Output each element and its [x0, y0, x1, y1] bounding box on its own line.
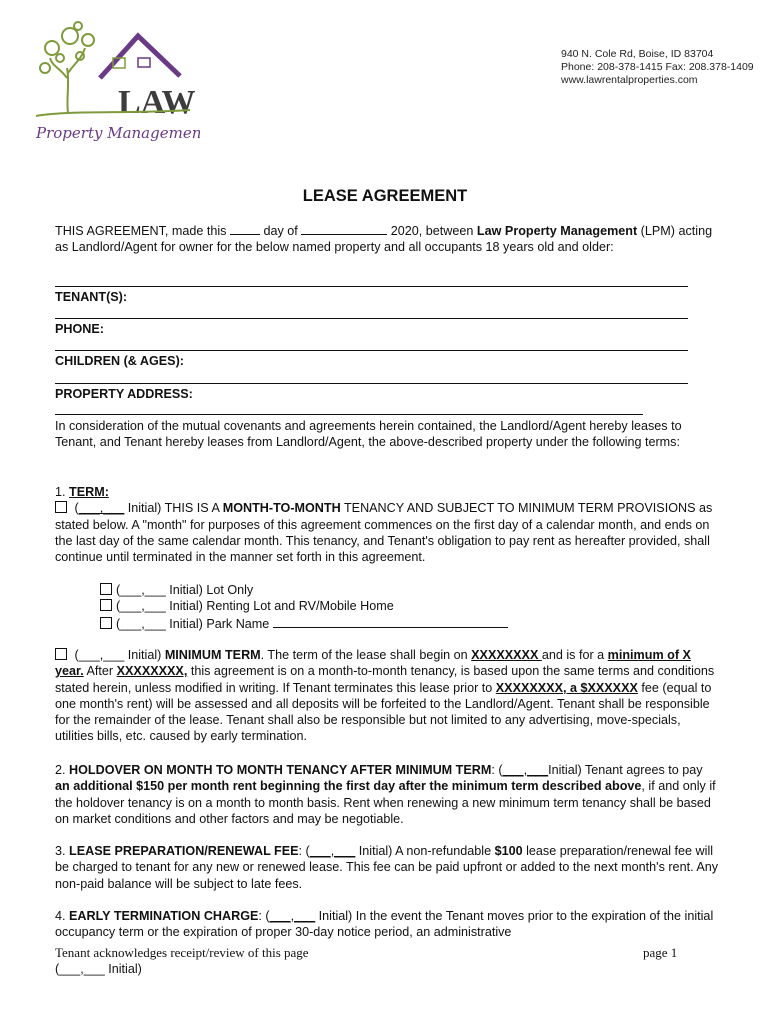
tenants-line [55, 286, 688, 287]
option-park-name[interactable]: (___,___ Initial) Park Name [100, 615, 508, 632]
phone-label: PHONE: [55, 322, 104, 336]
day-blank[interactable] [230, 222, 260, 235]
phone-line [55, 318, 688, 319]
company-address: 940 N. Cole Rd, Boise, ID 83704 [561, 48, 714, 60]
document-title: LEASE AGREEMENT [302, 187, 468, 205]
company-contact [561, 48, 754, 87]
footer-acknowledgement: Tenant acknowledges receipt/review of this page [55, 945, 309, 960]
logo-law-text: LAW [118, 84, 196, 121]
early-termination-paragraph: 4. EARLY TERMINATION CHARGE: (___,___ Initial) In the event the Tenant moves prior to the expiration of the initial occupancy term or the expiration of proper 30-day notice period, an administrative [55, 909, 714, 940]
lot-rv-checkbox[interactable] [100, 599, 112, 611]
prep-fee-paragraph: 3. LEASE PREPARATION/RENEWAL FEE: (___,___ Initial) A non-refundable $100 lease preparation/renewal fee will be charged to tenant for any new or renewed lease. This fee can be paid upfront or added to the next month's rent. Any non-paid balance will be subject to late fees. [55, 844, 719, 891]
children-line [55, 350, 688, 351]
option-lot-only[interactable]: (___,___ Initial) Lot Only [100, 582, 508, 598]
minimum-term-paragraph: (___,___ Initial) MINIMUM TERM. The term of the lease shall begin on XXXXXXXX and is for a minimum of X year. After XXXXXXXX, this agreement is on a month-to-month tenancy, is based upon the same terms and conditions stated herein, unless modified in writing. If Tenant terminates this lease prior to XXXXXXXX, a $XXXXXX fee (equal to one month's rent) will be assessed and all deposits will be forfeited to the Landlord/Agent. Tenant shall be responsible for the remainder of the lease. Tenant shall also be responsible but not limited to any advertising, move-specials, utilities bills, etc. caused by early termination. [55, 648, 715, 744]
logo-pm-text: Property Management [36, 124, 200, 142]
option-lot-rv[interactable]: (___,___ Initial) Renting Lot and RV/Mobile Home [100, 598, 508, 614]
term-checkbox[interactable] [55, 501, 67, 513]
property-underline [55, 414, 643, 415]
footer-initial[interactable]: (___,___ Initial) [55, 962, 142, 976]
term-options [100, 582, 508, 632]
month-blank[interactable] [301, 222, 387, 235]
minimum-term-checkbox[interactable] [55, 648, 67, 660]
children-label: CHILDREN (& AGES): [55, 354, 184, 368]
lot-only-checkbox[interactable] [100, 583, 112, 595]
holdover-paragraph: 2. HOLDOVER ON MONTH TO MONTH TENANCY AFTER MINIMUM TERM: (___,___Initial) Tenant agrees to pay an additional $150 per month rent beginning the first day after the minimum term described above, if and only if the holdover tenancy is on a month to month basis. Rent when renewing a new minimum term tenancy shall be based on market conditions and other factors and may be negotiable. [55, 763, 716, 826]
intro-paragraph: THIS AGREEMENT, made this day of 2020, between Law Property Management (LPM) acting as Landlord/Agent for owner for the below named property and all occupants 18 years old and older: [55, 224, 713, 255]
tenants-label: TENANT(S): [55, 290, 128, 304]
park-name-blank[interactable] [273, 615, 508, 628]
property-line [55, 383, 688, 384]
company-phone: Phone: 208-378-1415 Fax: 208.378-1409 [561, 61, 754, 73]
company-logo [30, 18, 200, 148]
page-number: page 1 [643, 945, 678, 960]
term-section: 1. TERM: (___,___ Initial) THIS IS A MONTH-TO-MONTH TENANCY AND SUBJECT TO MINIMUM TERM PROVISIONS as stated below. A "month" for purposes of this agreement commences on the first day of a calendar month, and ends on the last day of the same calendar month. This tenancy, and Tenant's obligation to pay rent as hereafter provided, shall continue until terminated in the manner set forth in this agreement. [55, 485, 713, 565]
property-label: PROPERTY ADDRESS: [55, 387, 193, 401]
consideration-paragraph: In consideration of the mutual covenants and agreements herein contained, the Landlord/Agent hereby leases to Tenant, and Tenant hereby leases from Landlord/Agent, the above-described property under the following terms: [55, 419, 682, 450]
company-website: www.lawrentalproperties.com [561, 74, 698, 86]
park-name-checkbox[interactable] [100, 617, 112, 629]
